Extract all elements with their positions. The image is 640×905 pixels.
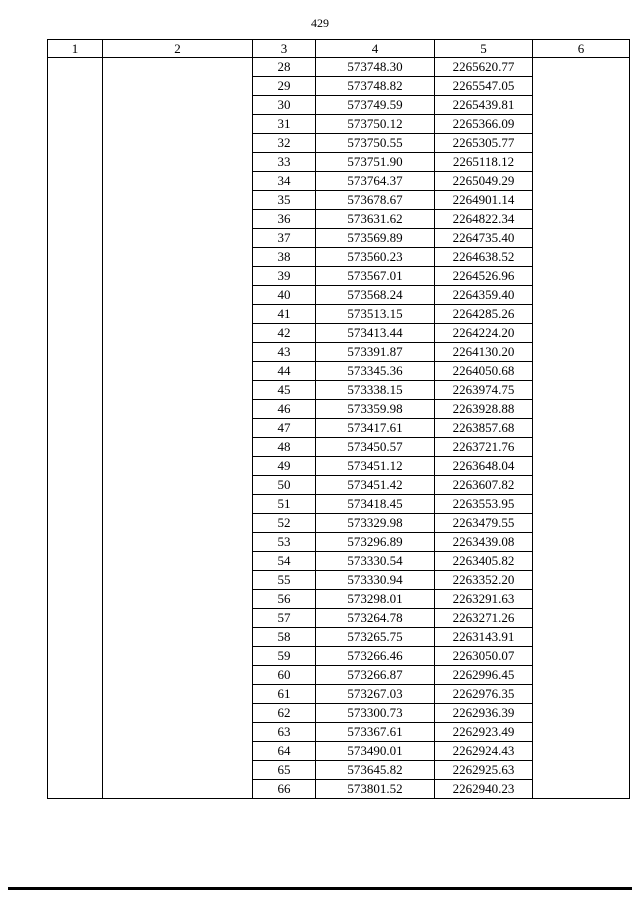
coordinate-x-cell: 573345.36 <box>316 362 435 381</box>
point-number-cell: 62 <box>253 704 316 723</box>
coordinate-y-cell: 2262936.39 <box>435 704 533 723</box>
coordinate-x-cell: 573265.75 <box>316 628 435 647</box>
coordinate-x-cell: 573751.90 <box>316 153 435 172</box>
coordinate-x-cell: 573451.12 <box>316 457 435 476</box>
coordinate-y-cell: 2262924.43 <box>435 742 533 761</box>
coordinate-y-cell: 2262996.45 <box>435 666 533 685</box>
point-number-cell: 65 <box>253 761 316 780</box>
coordinate-y-cell: 2265049.29 <box>435 172 533 191</box>
coordinate-y-cell: 2264735.40 <box>435 229 533 248</box>
coordinate-y-cell: 2262923.49 <box>435 723 533 742</box>
header-row <box>48 40 630 58</box>
point-number-cell: 47 <box>253 419 316 438</box>
coordinate-y-cell: 2263352.20 <box>435 571 533 590</box>
column-header-1: 1 <box>48 40 103 58</box>
coordinate-y-cell: 2263405.82 <box>435 552 533 571</box>
point-number-cell: 52 <box>253 514 316 533</box>
coordinate-x-cell: 573568.24 <box>316 286 435 305</box>
point-number-cell: 31 <box>253 115 316 134</box>
coordinate-x-cell: 573678.67 <box>316 191 435 210</box>
coordinate-y-cell: 2263291.63 <box>435 590 533 609</box>
point-number-cell: 41 <box>253 305 316 324</box>
coordinate-y-cell: 2262940.23 <box>435 780 533 799</box>
coordinate-y-cell: 2263721.76 <box>435 438 533 457</box>
coordinate-y-cell: 2263143.91 <box>435 628 533 647</box>
point-number-cell: 48 <box>253 438 316 457</box>
coordinate-x-cell: 573391.87 <box>316 343 435 362</box>
point-number-cell: 45 <box>253 381 316 400</box>
coordinate-x-cell: 573567.01 <box>316 267 435 286</box>
coordinate-y-cell: 2265547.05 <box>435 77 533 96</box>
point-number-cell: 32 <box>253 134 316 153</box>
coordinate-y-cell: 2264285.26 <box>435 305 533 324</box>
coordinate-y-cell: 2264822.34 <box>435 210 533 229</box>
coordinate-x-cell: 573338.15 <box>316 381 435 400</box>
point-number-cell: 58 <box>253 628 316 647</box>
coordinate-x-cell: 573513.15 <box>316 305 435 324</box>
coordinate-x-cell: 573750.55 <box>316 134 435 153</box>
point-number-cell: 51 <box>253 495 316 514</box>
coordinate-x-cell: 573560.23 <box>316 248 435 267</box>
coordinate-x-cell: 573490.01 <box>316 742 435 761</box>
coordinate-y-cell: 2262976.35 <box>435 685 533 704</box>
coordinate-y-cell: 2263857.68 <box>435 419 533 438</box>
coordinate-x-cell: 573645.82 <box>316 761 435 780</box>
coordinate-y-cell: 2264050.68 <box>435 362 533 381</box>
column-1-blank-cell <box>48 58 103 799</box>
coordinate-x-cell: 573266.46 <box>316 647 435 666</box>
point-number-cell: 64 <box>253 742 316 761</box>
coordinate-x-cell: 573359.98 <box>316 400 435 419</box>
coordinate-x-cell: 573801.52 <box>316 780 435 799</box>
coordinate-y-cell: 2263607.82 <box>435 476 533 495</box>
column-header-4: 4 <box>316 40 435 58</box>
coordinate-x-cell: 573267.03 <box>316 685 435 704</box>
coordinate-y-cell: 2265118.12 <box>435 153 533 172</box>
point-number-cell: 60 <box>253 666 316 685</box>
point-number-cell: 57 <box>253 609 316 628</box>
coordinate-x-cell: 573569.89 <box>316 229 435 248</box>
point-number-cell: 55 <box>253 571 316 590</box>
point-number-cell: 44 <box>253 362 316 381</box>
column-header-3: 3 <box>253 40 316 58</box>
table-body <box>48 58 630 799</box>
coordinate-x-cell: 573451.42 <box>316 476 435 495</box>
point-number-cell: 30 <box>253 96 316 115</box>
column-header-5: 5 <box>435 40 533 58</box>
coordinate-y-cell: 2263271.26 <box>435 609 533 628</box>
coordinate-y-cell: 2263928.88 <box>435 400 533 419</box>
point-number-cell: 35 <box>253 191 316 210</box>
point-number-cell: 29 <box>253 77 316 96</box>
coordinate-y-cell: 2264638.52 <box>435 248 533 267</box>
coordinate-x-cell: 573450.57 <box>316 438 435 457</box>
coordinate-x-cell: 573367.61 <box>316 723 435 742</box>
point-number-cell: 59 <box>253 647 316 666</box>
coordinate-x-cell: 573296.89 <box>316 533 435 552</box>
point-number-cell: 34 <box>253 172 316 191</box>
coordinate-x-cell: 573330.94 <box>316 571 435 590</box>
point-number-cell: 66 <box>253 780 316 799</box>
point-number-cell: 42 <box>253 324 316 343</box>
coordinate-y-cell: 2265366.09 <box>435 115 533 134</box>
point-number-cell: 46 <box>253 400 316 419</box>
coordinate-y-cell: 2263974.75 <box>435 381 533 400</box>
coordinate-y-cell: 2263648.04 <box>435 457 533 476</box>
coordinate-x-cell: 573417.61 <box>316 419 435 438</box>
coordinate-x-cell: 573298.01 <box>316 590 435 609</box>
coordinate-y-cell: 2264359.40 <box>435 286 533 305</box>
page-number: 429 <box>311 16 329 30</box>
column-6-blank-cell <box>533 58 630 799</box>
column-header-2: 2 <box>103 40 253 58</box>
point-number-cell: 63 <box>253 723 316 742</box>
coordinate-x-cell: 573300.73 <box>316 704 435 723</box>
point-number-cell: 33 <box>253 153 316 172</box>
point-number-cell: 36 <box>253 210 316 229</box>
point-number-cell: 40 <box>253 286 316 305</box>
coordinate-y-cell: 2264224.20 <box>435 324 533 343</box>
column-header-6: 6 <box>533 40 630 58</box>
coordinate-y-cell: 2263479.55 <box>435 514 533 533</box>
column-2-blank-cell <box>103 58 253 799</box>
point-number-cell: 56 <box>253 590 316 609</box>
coordinate-y-cell: 2265439.81 <box>435 96 533 115</box>
point-number-cell: 39 <box>253 267 316 286</box>
point-number-cell: 28 <box>253 58 316 77</box>
point-number-cell: 50 <box>253 476 316 495</box>
footer-rule <box>8 887 632 890</box>
table-header <box>48 40 630 58</box>
coordinate-x-cell: 573413.44 <box>316 324 435 343</box>
coordinate-x-cell: 573330.54 <box>316 552 435 571</box>
coordinate-y-cell: 2264130.20 <box>435 343 533 362</box>
coordinate-x-cell: 573764.37 <box>316 172 435 191</box>
table-row <box>48 58 630 77</box>
point-number-cell: 53 <box>253 533 316 552</box>
coordinate-x-cell: 573748.82 <box>316 77 435 96</box>
point-number-cell: 54 <box>253 552 316 571</box>
point-number-cell: 49 <box>253 457 316 476</box>
coordinate-y-cell: 2263050.07 <box>435 647 533 666</box>
point-number-cell: 43 <box>253 343 316 362</box>
coordinate-y-cell: 2263553.95 <box>435 495 533 514</box>
coordinate-y-cell: 2264901.14 <box>435 191 533 210</box>
point-number-cell: 61 <box>253 685 316 704</box>
coordinate-y-cell: 2265305.77 <box>435 134 533 153</box>
point-number-cell: 37 <box>253 229 316 248</box>
coordinates-table <box>47 39 630 799</box>
coordinate-x-cell: 573418.45 <box>316 495 435 514</box>
coordinate-x-cell: 573329.98 <box>316 514 435 533</box>
point-number-cell: 38 <box>253 248 316 267</box>
coordinate-x-cell: 573631.62 <box>316 210 435 229</box>
coordinate-x-cell: 573750.12 <box>316 115 435 134</box>
coordinate-y-cell: 2265620.77 <box>435 58 533 77</box>
coordinate-x-cell: 573266.87 <box>316 666 435 685</box>
coordinate-x-cell: 573748.30 <box>316 58 435 77</box>
coordinate-x-cell: 573749.59 <box>316 96 435 115</box>
coordinate-x-cell: 573264.78 <box>316 609 435 628</box>
coordinate-y-cell: 2264526.96 <box>435 267 533 286</box>
coordinate-y-cell: 2262925.63 <box>435 761 533 780</box>
coordinate-y-cell: 2263439.08 <box>435 533 533 552</box>
